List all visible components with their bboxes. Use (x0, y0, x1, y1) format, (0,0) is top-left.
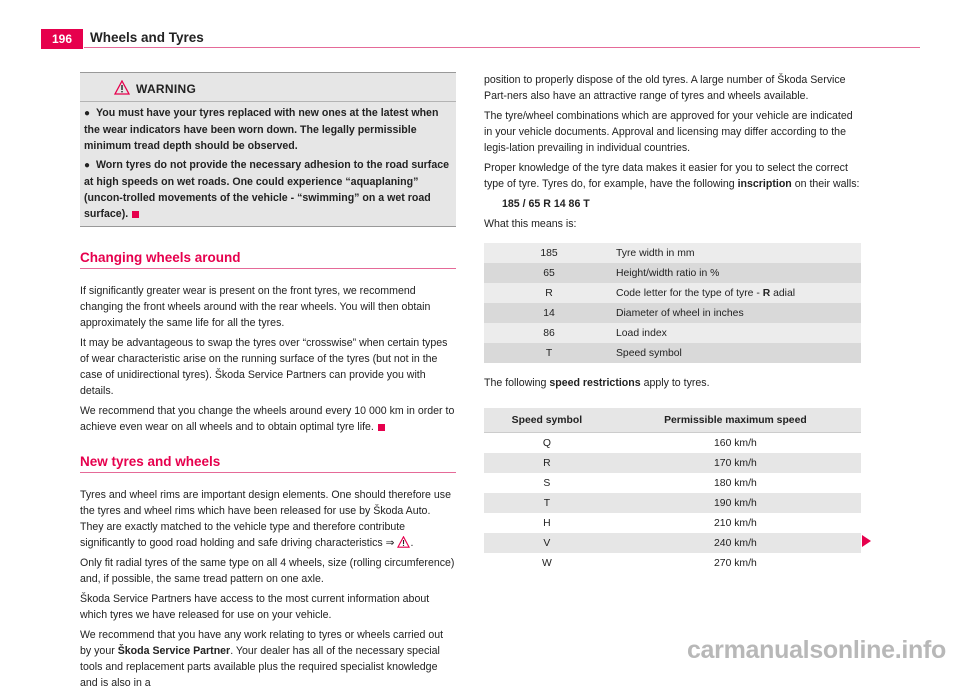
table-row (484, 433, 861, 454)
section-heading-new-tyres: New tyres and wheels (80, 454, 456, 473)
watermark: carmanualsonline.info (686, 636, 946, 664)
desc-cell: Load index (614, 323, 861, 343)
table-row (484, 283, 861, 303)
speed-symbol-cell: V (484, 533, 610, 553)
speed-value-cell: 190 km/h (610, 493, 861, 513)
paragraph-text: Proper knowledge of the tyre data makes it easier for you to select the correct type of tyre. Tyres do, for example, have the following (484, 162, 848, 190)
continue-arrow-icon (862, 535, 871, 547)
speed-symbol-cell: Q (484, 433, 610, 454)
warning-box (80, 72, 456, 227)
table-row (484, 303, 861, 323)
paragraph-text: We recommend that you change the wheels around every 10 000 km in order to achieve even wear on all wheels and to obtain optimal tyre life. (80, 405, 455, 433)
paragraph-text: Tyres and wheel rims are important design elements. One should therefore use the tyres and wheel rims which have been released for use by Škoda Auto. They are exactly matched to the vehicle type and therefore contribute significantly to good road holding and safe driving characteristics (80, 489, 451, 549)
tyre-inscription: 185 / 65 R 14 86 T (502, 198, 590, 210)
warning-triangle-icon (397, 536, 410, 548)
warning-item-text: Worn tyres do not provide the necessary adhesion to the road surface at high speeds on wet roads. One could experience “aquaplaning” (uncon-trolled movements of the vehicle - “swimming” on a wet road surface). (84, 159, 450, 220)
table-row (484, 553, 861, 573)
warning-header (80, 73, 456, 102)
paragraph: Tyres and wheel rims are important design elements. One should therefore use the tyres and wheel rims which have been released for use by Škoda Auto. They are exactly matched to the vehicle type and therefore contribute significantly to good road holding and safe driving characteristics ⇒ . (80, 489, 451, 549)
header-rule (84, 47, 920, 48)
code-cell: 65 (484, 263, 614, 283)
paragraph-text: The following (484, 377, 547, 389)
table-header-row (484, 408, 861, 433)
paragraph (484, 375, 861, 391)
speed-symbol-cell: W (484, 553, 610, 573)
bold-text: R (762, 287, 771, 299)
desc-text: adial (770, 287, 796, 299)
code-cell: T (484, 343, 614, 363)
left-column (80, 72, 456, 695)
code-cell: 86 (484, 323, 614, 343)
desc-cell: Height/width ratio in % (614, 263, 861, 283)
ref-arrow: ⇒ (385, 537, 395, 549)
speed-value-cell: 210 km/h (610, 513, 861, 533)
paragraph-text: . Your dealer has all of the necessary special tools and replacement parts available plus the required specialist knowledge and is also in a (80, 645, 440, 689)
bullet-icon: ● (84, 160, 91, 171)
code-cell: R (484, 283, 614, 303)
speed-value-cell: 160 km/h (610, 433, 861, 454)
paragraph: position to properly dispose of the old tyres. A large number of Škoda Service Part-ners also have an attractive range of tyres and wheels available. (484, 74, 846, 102)
paragraph-text: apply to tyres. (643, 377, 710, 389)
paragraph: What this means is: (484, 218, 577, 230)
speed-symbol-cell: S (484, 473, 610, 493)
speed-symbol-cell: R (484, 453, 610, 473)
speed-value-cell: 180 km/h (610, 473, 861, 493)
warning-item-text: You must have your tyres replaced with new ones at the latest when the wear indicators have been worn down. The legally permissible minimum tread depth should be observed. (84, 107, 439, 152)
speed-value-cell: 170 km/h (610, 453, 861, 473)
desc-cell: Speed symbol (614, 343, 861, 363)
bold-text: speed restrictions (549, 377, 641, 389)
desc-text: Code letter for the type of tyre - (616, 287, 763, 299)
column-header: Permissible maximum speed (610, 408, 861, 433)
table-row (484, 533, 861, 553)
page-number: 196 (41, 29, 83, 49)
paragraph: Only fit radial tyres of the same type on all 4 wheels, size (rolling circumference) and, if possible, the same tread pattern on one axle. (80, 557, 455, 585)
speed-value-cell: 240 km/h (610, 533, 861, 553)
code-cell: 14 (484, 303, 614, 323)
table-row (484, 323, 861, 343)
bullet-icon: ● (84, 108, 91, 119)
paragraph (484, 160, 861, 192)
table-row (484, 453, 861, 473)
warning-title: WARNING (136, 82, 197, 96)
desc-cell: Tyre width in mm (614, 243, 861, 263)
tyre-code-table (484, 243, 861, 363)
code-cell: 185 (484, 243, 614, 263)
table-row (484, 243, 861, 263)
desc-cell (614, 283, 861, 303)
table-row (484, 493, 861, 513)
warning-item (80, 154, 456, 226)
table-row (484, 473, 861, 493)
paragraph: The tyre/wheel combinations which are approved for your vehicle are indicated in your vehicle documents. Approval and licensing may differ according to the legis-lation prevailing in individual countries. (484, 110, 853, 154)
column-header: Speed symbol (484, 408, 610, 433)
warning-item (80, 102, 456, 154)
paragraph: It may be advantageous to swap the tyres over “crosswise” when certain types of wear characteristic arise on the running surface of the tyres (but not in the case of unidirectional tyres). Škoda Service Partners can provide you with details. (80, 337, 448, 397)
page-title: Wheels and Tyres (90, 30, 204, 45)
speed-symbol-cell: H (484, 513, 610, 533)
paragraph (80, 627, 456, 691)
bold-text: Škoda Service Partner (117, 645, 231, 657)
paragraph-text: We recommend that you have any work relating to tyres or wheels carried out by your (80, 629, 444, 657)
warning-reference[interactable] (386, 537, 411, 549)
table-row (484, 513, 861, 533)
bold-text: inscription (737, 178, 792, 190)
warning-triangle-icon (114, 80, 130, 95)
desc-cell: Diameter of wheel in inches (614, 303, 861, 323)
table-row (484, 263, 861, 283)
section-end-icon (378, 424, 385, 431)
section-end-icon (132, 211, 139, 218)
right-column (484, 72, 861, 573)
speed-value-cell: 270 km/h (610, 553, 861, 573)
paragraph: If significantly greater wear is present on the front tyres, we recommend changing the front wheels around with the rear wheels. You will then obtain approximately the same life for all the tyres. (80, 285, 431, 329)
paragraph: Škoda Service Partners have access to the most current information about which tyres we have released for use on your vehicle. (80, 593, 430, 621)
paragraph-text: on their walls: (794, 178, 860, 190)
paragraph (80, 403, 456, 435)
speed-symbol-cell: T (484, 493, 610, 513)
section-heading-changing-wheels: Changing wheels around (80, 250, 456, 269)
table-row (484, 343, 861, 363)
speed-table (484, 408, 861, 573)
